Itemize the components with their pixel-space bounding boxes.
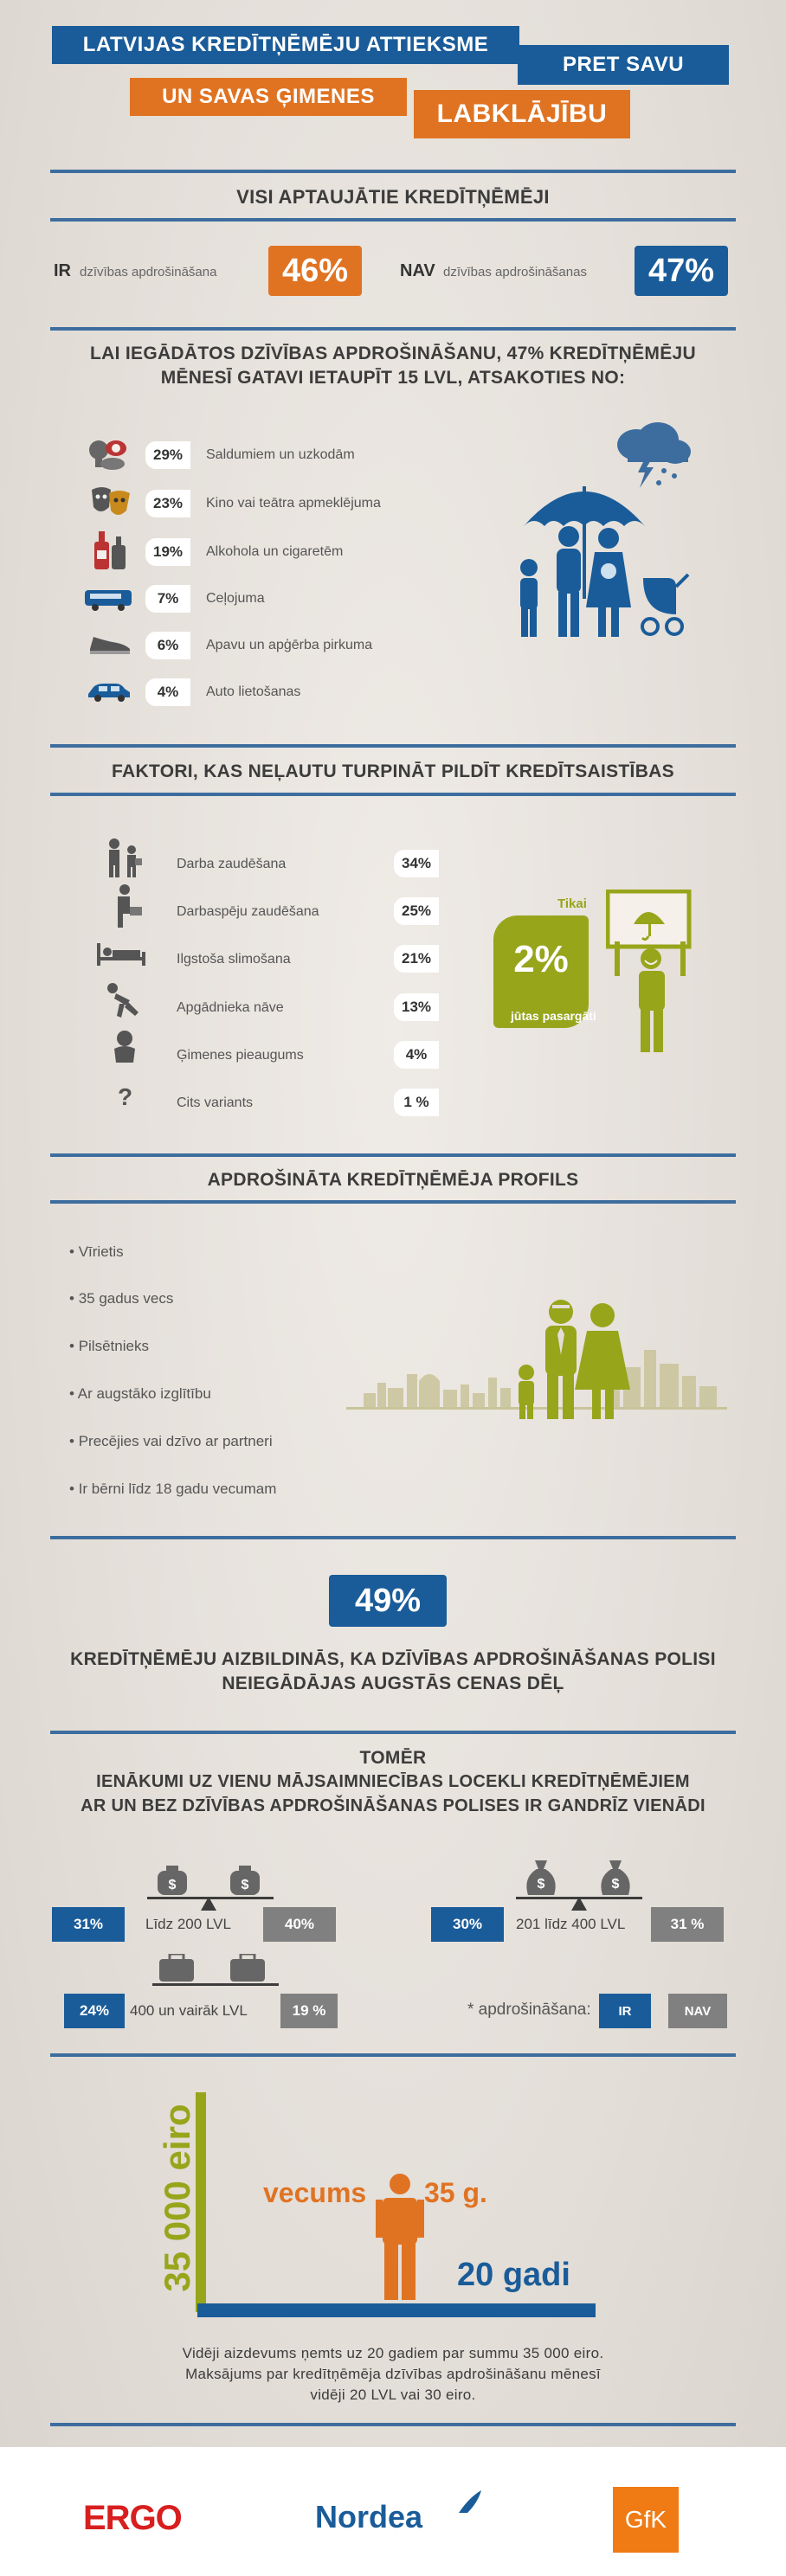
- factor-pct: 4%: [394, 1041, 439, 1069]
- factor-label: Darba zaudēšana: [177, 857, 287, 871]
- amount-label: 35 000 eiro: [157, 2104, 197, 2292]
- legend-ir: IR: [599, 1994, 651, 2028]
- factor-pct: 13%: [394, 993, 439, 1021]
- savings-label: Alkohola un cigaretēm: [206, 544, 344, 559]
- income-range-label: 201 līdz 400 LVL: [516, 1916, 626, 1932]
- x-axis-line: [197, 2303, 596, 2317]
- profile-bullet: • Precējies vai dzīvo ar partneri: [69, 1433, 273, 1449]
- nav-label: NAV: [400, 261, 435, 280]
- years-label: 20 gadi: [457, 2257, 570, 2293]
- factor-label: Darbaspēju zaudēšana: [177, 904, 319, 919]
- profile-bullet: • 35 gadus vecs: [69, 1290, 174, 1307]
- title-line3: UN SAVAS ĢIMENES: [130, 78, 407, 116]
- divider: [50, 1536, 736, 1539]
- age-value: 35 g.: [424, 2177, 487, 2208]
- callout-value: 2%: [513, 938, 569, 980]
- ir-label: IR: [54, 261, 71, 280]
- divider: [50, 1200, 736, 1204]
- footer: [0, 2447, 786, 2576]
- umbrella-family-illustration: [498, 422, 705, 673]
- sweets-icon: [87, 434, 132, 472]
- legend-nav: NAV: [668, 1994, 727, 2028]
- note-line1: Vidēji aizdevums ņemts uz 20 gadiem par summu 35 000 eiro.: [182, 2345, 604, 2361]
- factor-pct: 25%: [394, 897, 439, 925]
- note-line3: vidēji 20 LVL vai 30 eiro.: [310, 2386, 476, 2403]
- callout-top: Tikai: [557, 896, 587, 911]
- gfk-logo[interactable]: GfK: [613, 2487, 679, 2553]
- profile-bullet: • Vīrietis: [69, 1243, 124, 1260]
- scale-pivot: [201, 1897, 216, 1911]
- divider: [50, 2053, 736, 2057]
- savings-pct: 19%: [145, 538, 190, 566]
- baby-icon: [109, 1030, 140, 1066]
- title-line1: LATVIJAS KREDĪTŅĒMĒJU ATTIEKSME: [52, 26, 519, 64]
- person-icon: [374, 2174, 426, 2302]
- money-bag-icon: [229, 1954, 267, 1983]
- legend-label: * apdrošināšana:: [467, 2001, 591, 2019]
- savings-pct: 29%: [145, 441, 190, 469]
- divider: [50, 1153, 736, 1157]
- section2-title-line1: LAI IEGĀDĀTOS DZĪVĪBAS APDROŠINĀŠANU, 47% KREDĪTŅĒMĒJU: [90, 344, 696, 363]
- income-nav-tag: 31 %: [651, 1907, 724, 1942]
- section5-line2: NEIEGĀDĀJAS AUGSTĀS CENAS DĒĻ: [222, 1673, 564, 1693]
- theater-masks-icon: [88, 483, 133, 521]
- savings-label: Apavu un apģērba pirkuma: [206, 638, 373, 652]
- nav-value-badge: 47%: [635, 246, 728, 296]
- income-ir-tag: 30%: [431, 1907, 504, 1942]
- section6-line1: TOMĒR: [359, 1748, 427, 1768]
- factor-pct: 1 %: [394, 1089, 439, 1116]
- savings-label: Ceļojuma: [206, 591, 265, 606]
- income-range-label: Līdz 200 LVL: [145, 1916, 231, 1932]
- factor-label: Ilgstoša slimošana: [177, 952, 291, 967]
- disability-icon: [109, 884, 144, 928]
- svg-text:$: $: [537, 1877, 545, 1892]
- income-ir-tag: 31%: [52, 1907, 125, 1942]
- divider: [50, 327, 736, 331]
- callout-bottom: jūtas pasargāti: [511, 1009, 596, 1023]
- section4-title: APDROŠINĀTA KREDĪTŅĒMĒJA PROFILS: [207, 1170, 579, 1190]
- scale-bar: [152, 1983, 279, 1986]
- savings-pct: 7%: [145, 585, 190, 613]
- section5-line1: KREDĪTŅĒMĒJU AIZBILDINĀS, KA DZĪVĪBAS APDROŠINĀŠANAS POLISI: [70, 1649, 716, 1669]
- savings-pct: 4%: [145, 678, 190, 706]
- ergo-logo[interactable]: ERGO: [83, 2499, 182, 2537]
- savings-pct: 6%: [145, 632, 190, 659]
- age-label: vecums: [263, 2177, 367, 2208]
- money-bag-icon: [597, 1857, 634, 1897]
- bed-icon: [95, 941, 147, 967]
- income-nav-tag: 40%: [263, 1907, 336, 1942]
- city-family-illustration: [346, 1281, 727, 1419]
- income-range-label: 400 un vairāk LVL: [130, 2002, 248, 2019]
- factor-pct: 21%: [394, 945, 439, 973]
- factor-label: Ģimenes pieaugums: [177, 1048, 304, 1063]
- section3-title: FAKTORI, KAS NEĻAUTU TURPINĀT PILDĪT KREDĪTSAISTĪBAS: [112, 761, 674, 781]
- money-bag-icon: [158, 1954, 196, 1983]
- title-line4: LABKLĀJĪBU: [414, 90, 630, 138]
- section2-title-line2: MĒNESĪ GATAVI IETAUPĪT 15 LVL, ATSAKOTIES NO:: [160, 368, 626, 388]
- divider: [50, 793, 736, 796]
- shoe-icon: [87, 632, 133, 656]
- question-icon: ?: [118, 1083, 133, 1110]
- ir-text: dzīvības apdrošināšana: [80, 265, 217, 279]
- divider: [50, 2423, 736, 2426]
- scale-pivot: [571, 1897, 587, 1911]
- nordea-logo[interactable]: Nordea: [315, 2499, 423, 2534]
- profile-bullet: • Ar augstāko izglītību: [69, 1385, 211, 1402]
- section1-title: VISI APTAUJĀTIE KREDĪTŅĒMĒJI: [236, 186, 550, 208]
- factor-label: Cits variants: [177, 1095, 254, 1110]
- job-loss-icon: [104, 838, 144, 877]
- divider: [50, 744, 736, 748]
- profile-bullet: • Pilsētnieks: [69, 1338, 149, 1354]
- protest-person-icon: [606, 890, 701, 1063]
- section6-line3: AR UN BEZ DZĪVĪBAS APDROŠINĀŠANAS POLISES IR GANDRĪZ VIENĀDI: [81, 1796, 705, 1815]
- ir-value-badge: 46%: [268, 246, 362, 296]
- divider: [50, 170, 736, 173]
- section6-line2: IENĀKUMI UZ VIENU MĀJSAIMNIECĪBAS LOCEKLI KREDĪTŅĒMĒJIEM: [96, 1772, 690, 1791]
- profile-bullet: • Ir bērni līdz 18 gadu vecumam: [69, 1481, 277, 1497]
- savings-pct: 23%: [145, 490, 190, 517]
- savings-label: Saldumiem un uzkodām: [206, 447, 355, 462]
- money-bag-icon: [523, 1857, 559, 1897]
- savings-label: Kino vai teātra apmeklējuma: [206, 496, 381, 511]
- svg-text:$: $: [168, 1878, 177, 1892]
- savings-label: Auto lietošanas: [206, 684, 301, 699]
- nordea-sail-icon: [457, 2489, 483, 2515]
- income-ir-tag: 24%: [64, 1994, 125, 2028]
- bottles-icon: [92, 530, 132, 571]
- money-bag-icon: [154, 1862, 190, 1897]
- falling-person-icon: [104, 981, 144, 1021]
- svg-text:$: $: [241, 1878, 249, 1892]
- bus-icon: [83, 587, 133, 613]
- money-bag-icon: [227, 1862, 263, 1897]
- note-line2: Maksājums par kredītņēmēja dzīvības apdrošināšanu mēnesī: [185, 2366, 601, 2382]
- income-nav-tag: 19 %: [280, 1994, 338, 2028]
- divider: [50, 218, 736, 222]
- title-line2: PRET SAVU: [518, 45, 729, 85]
- car-icon: [85, 680, 133, 703]
- nav-text: dzīvības apdrošināšanas: [443, 265, 587, 279]
- divider: [50, 1731, 736, 1734]
- price-excuse-badge: 49%: [329, 1575, 447, 1627]
- factor-label: Apgādnieka nāve: [177, 1000, 284, 1015]
- svg-text:$: $: [611, 1877, 620, 1892]
- factor-pct: 34%: [394, 850, 439, 877]
